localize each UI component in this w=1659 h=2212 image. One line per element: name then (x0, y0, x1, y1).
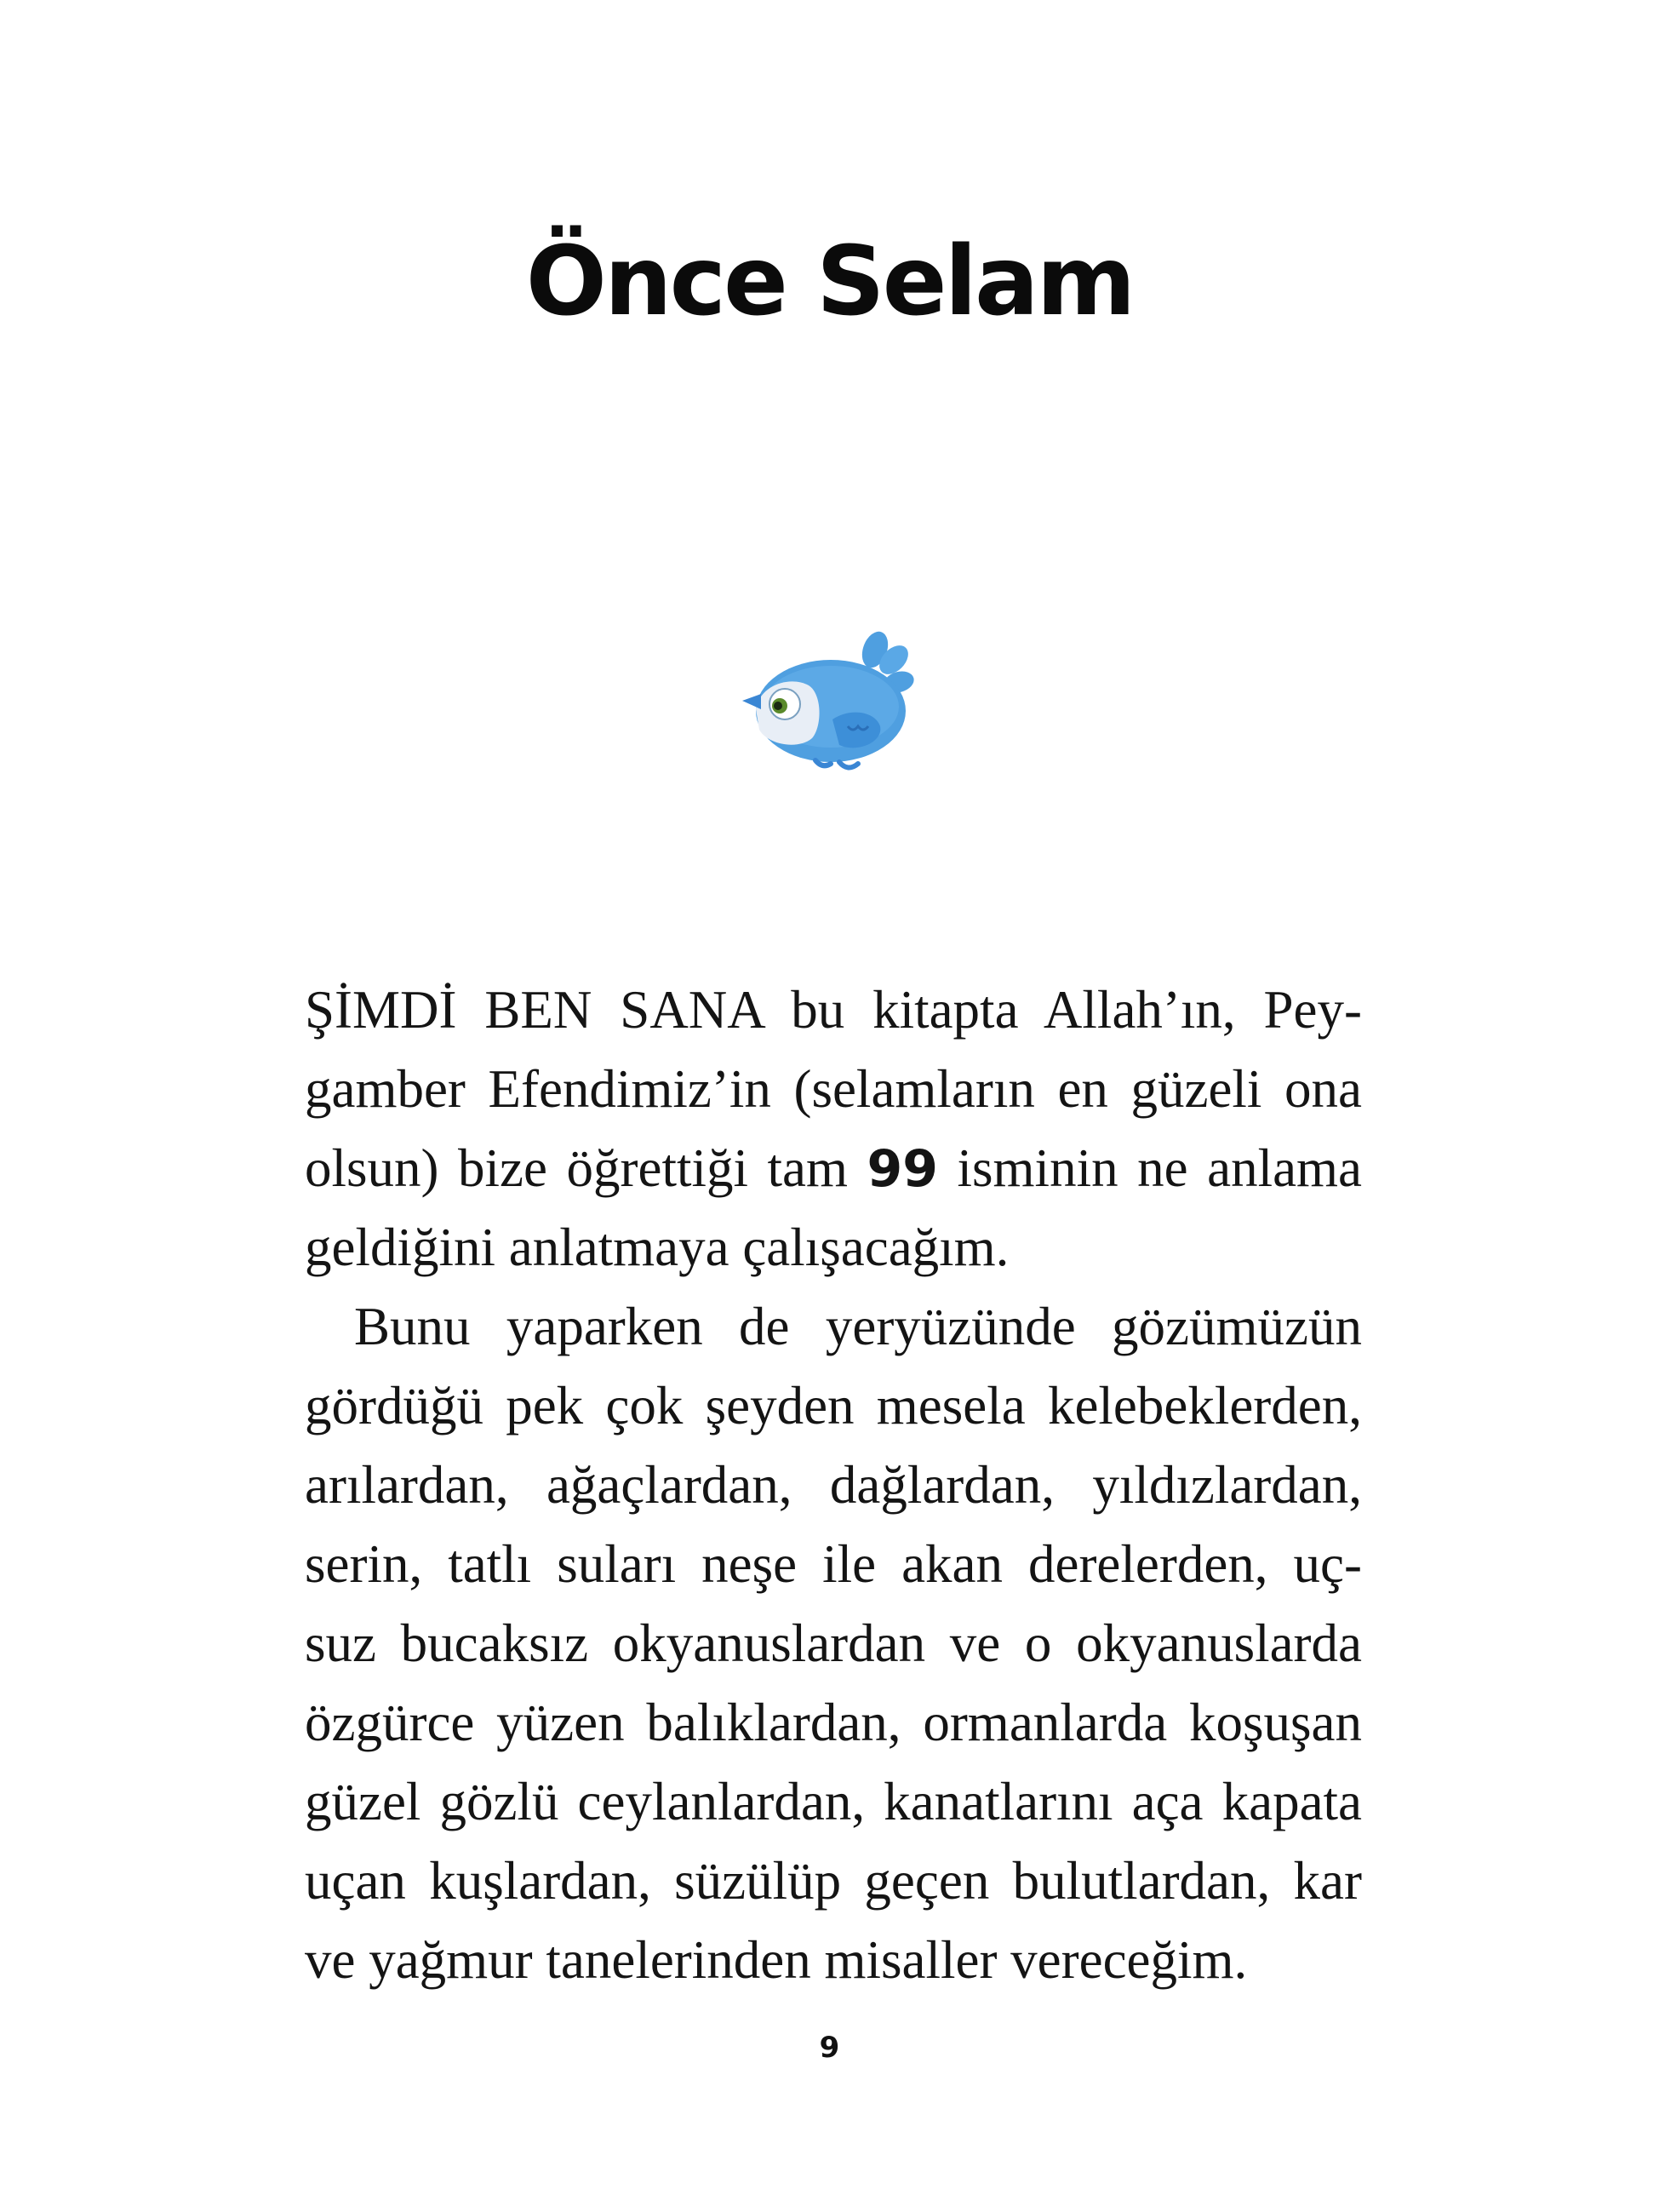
paragraph1-line: gamber Efendimiz’in (selamların en güzeli ona (305, 1059, 1362, 1119)
paragraph2-line: uçan kuşlardan, süzülüp geçen bulutlardan, kar (305, 1851, 1362, 1911)
paragraph2-line: arılardan, ağaçlardan, dağlardan, yıldızlardan, (305, 1455, 1362, 1515)
paragraph1-line (305, 1129, 1362, 1208)
paragraph1-line3-post: isminin ne anlama (938, 1138, 1362, 1198)
highlighted-number: 99 (867, 1139, 938, 1199)
blue-bird-icon (730, 626, 919, 781)
paragraph2-line: suz bucaksız okyanuslardan ve o okyanuslarda (305, 1613, 1362, 1673)
paragraph2-line: serin, tatlı suları neşe ile akan derelerden, uç- (305, 1534, 1362, 1594)
paragraph1-line: ŞİMDİ BEN SANA bu kitapta Allah’ın, Pey- (305, 980, 1362, 1040)
paragraph1-line: geldiğini anlatmaya çalışacağım. (305, 1218, 1010, 1277)
paragraph2-line: gördüğü pek çok şeyden mesela kelebeklerden, (305, 1376, 1362, 1436)
paragraph2-line: ve yağmur tanelerinden misaller vereceğim. (305, 1930, 1248, 1990)
page-number: 9 (819, 2031, 840, 2065)
paragraph2-line: güzel gözlü ceylanlardan, kanatlarını aça kapata (305, 1772, 1362, 1831)
paragraph1-line3-pre: olsun) bize öğrettiği tam (305, 1138, 867, 1198)
page-title: Önce Selam (525, 226, 1134, 337)
body-text (305, 971, 1362, 2000)
paragraph2-line: Bunu yaparken de yeryüzünde gözümüzün (354, 1297, 1362, 1356)
paragraph2-line: özgürce yüzen balıklardan, ormanlarda koşuşan (305, 1693, 1362, 1752)
